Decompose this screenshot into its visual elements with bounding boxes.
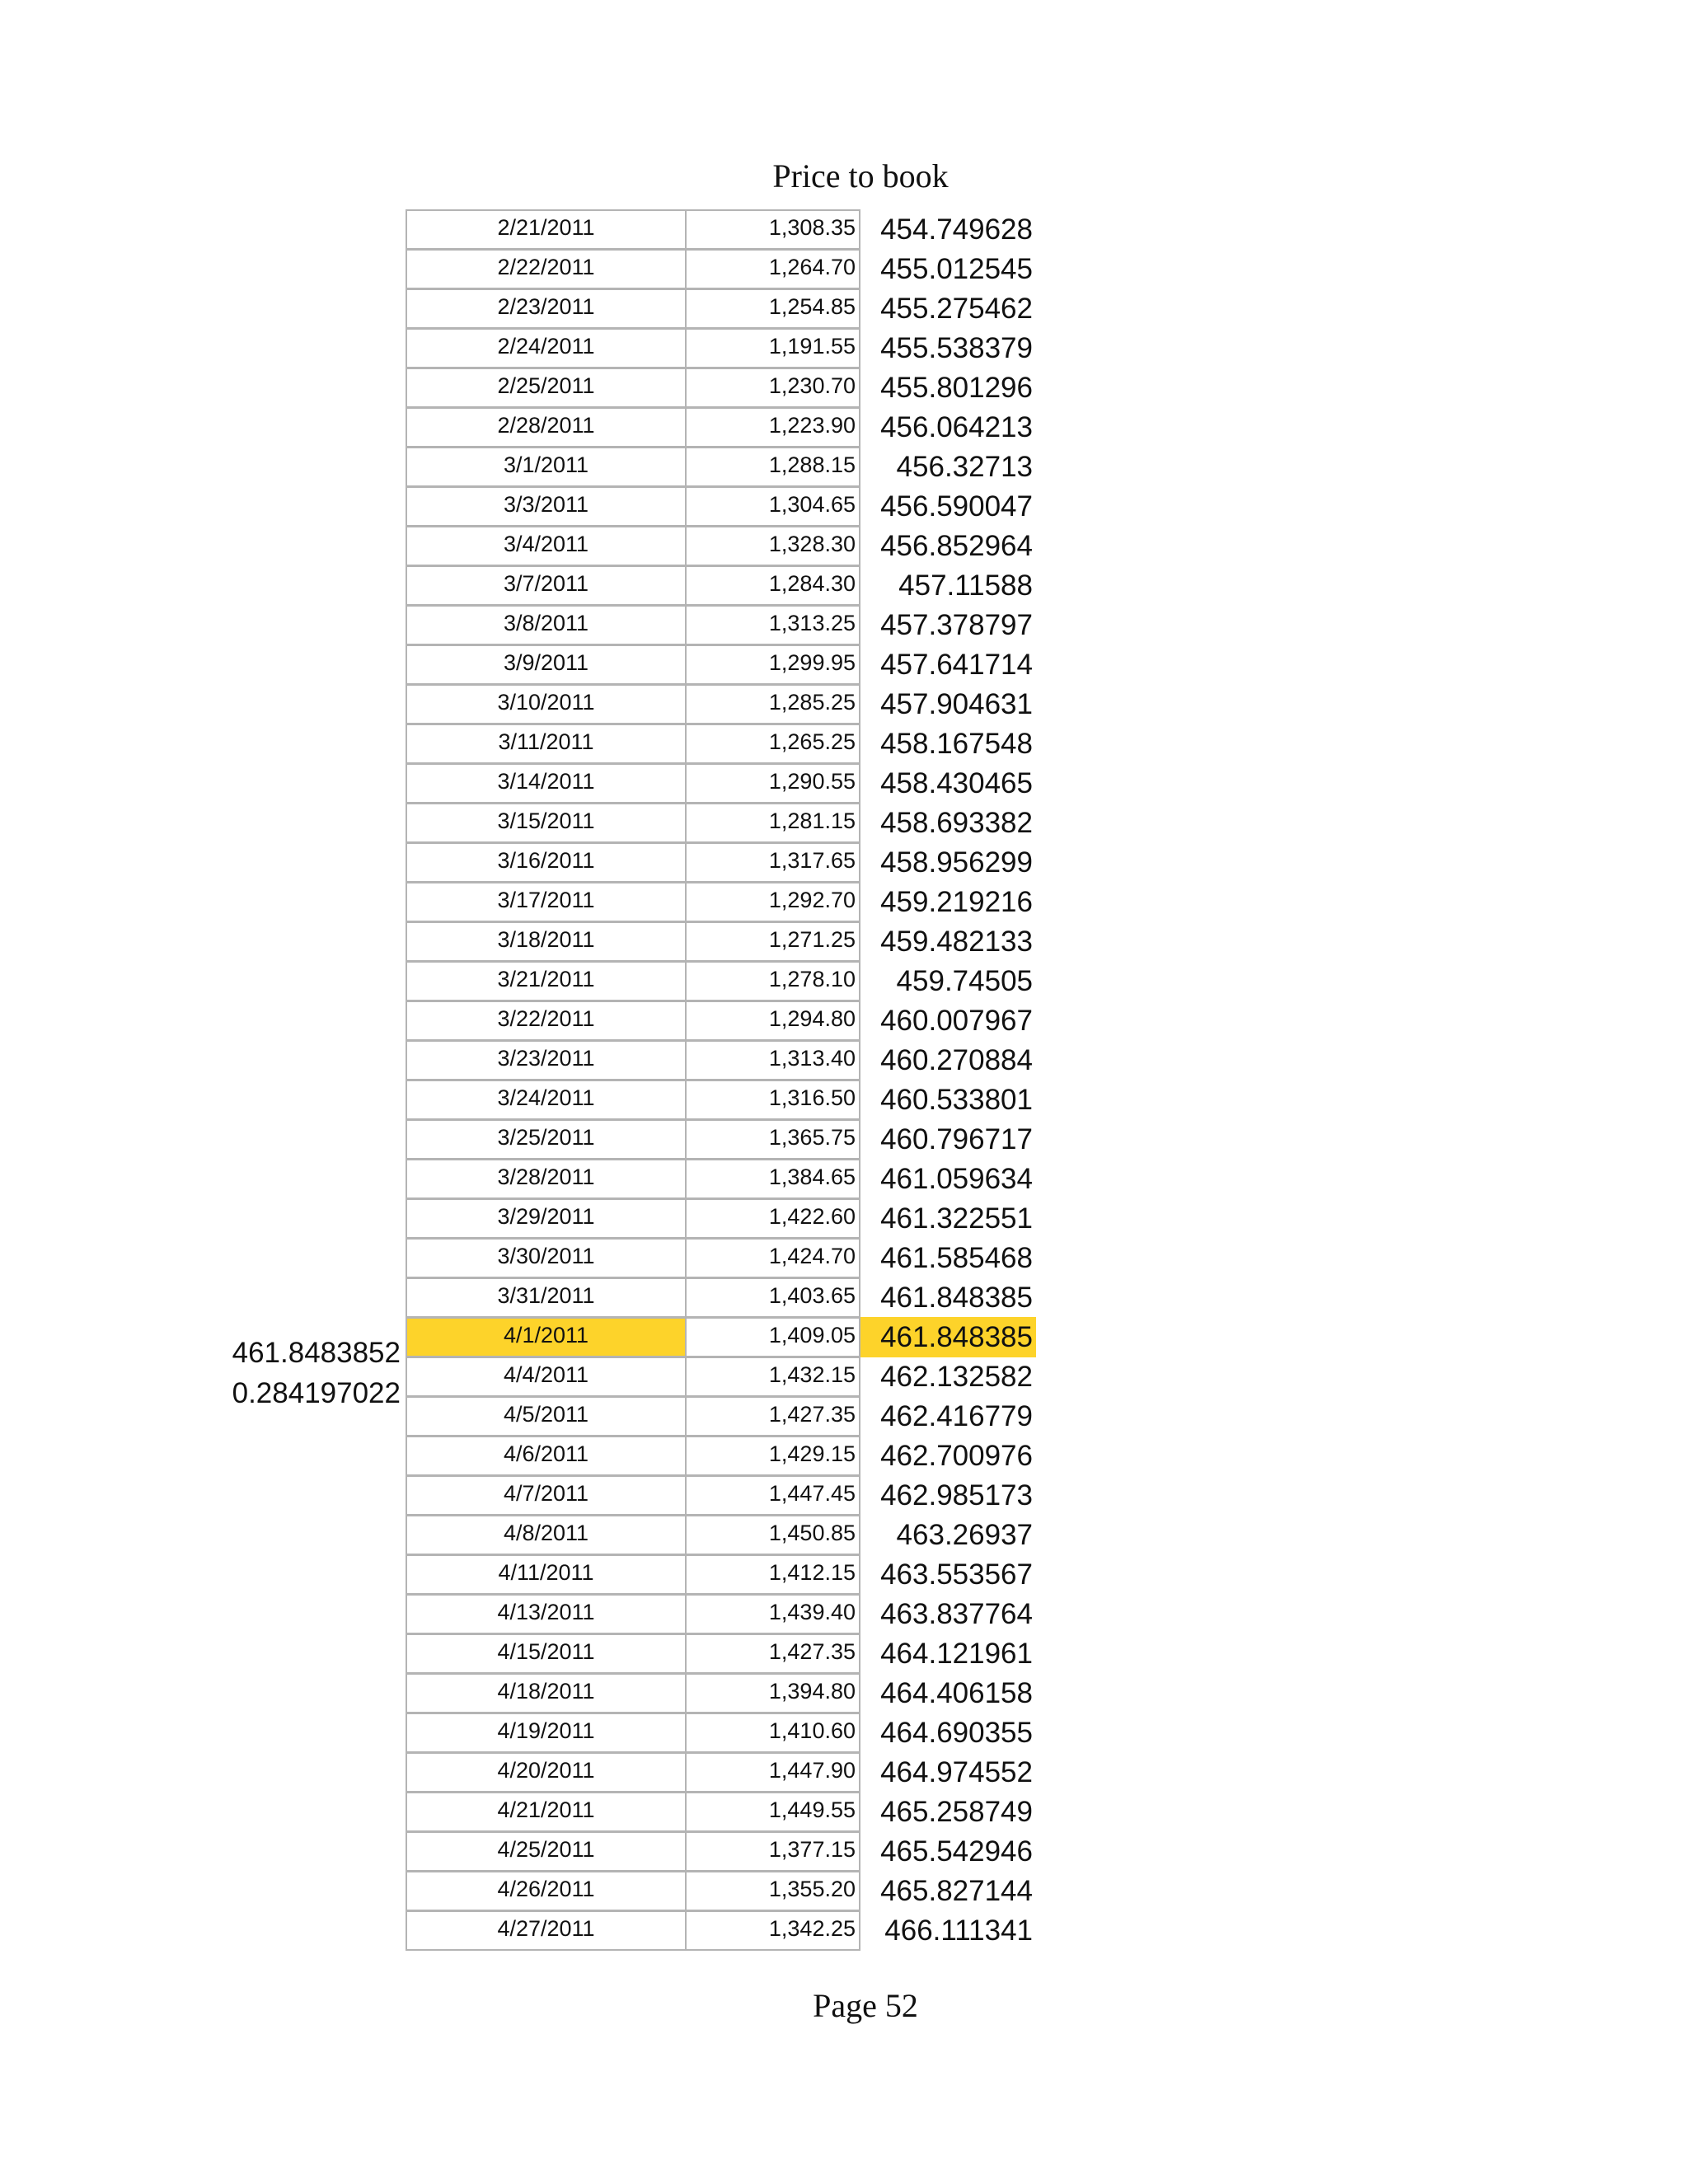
date-cell: 2/25/2011 <box>406 368 687 408</box>
table-row <box>406 368 1039 408</box>
date-cell: 4/6/2011 <box>406 1436 687 1476</box>
date-cell: 4/18/2011 <box>406 1673 687 1713</box>
value-cell: 463.553567 <box>880 1558 1033 1591</box>
price-cell: 1,409.05 <box>685 1317 860 1357</box>
value-cell: 458.693382 <box>880 807 1033 839</box>
price-cell: 1,290.55 <box>685 763 860 804</box>
price-cell: 1,304.65 <box>685 486 860 527</box>
date-cell: 3/23/2011 <box>406 1040 687 1080</box>
date-cell: 3/14/2011 <box>406 763 687 804</box>
value-cell: 465.827144 <box>880 1875 1033 1907</box>
table-row <box>406 684 1039 724</box>
value-cell: 455.012545 <box>880 253 1033 285</box>
page-number: Page 52 <box>813 1987 918 2024</box>
table-row <box>406 803 1039 843</box>
date-cell: 3/4/2011 <box>406 526 687 566</box>
value-cell: 455.801296 <box>880 372 1033 404</box>
date-cell: 4/25/2011 <box>406 1831 687 1872</box>
value-cell: 460.007967 <box>880 1005 1033 1037</box>
date-cell: 3/17/2011 <box>406 882 687 922</box>
value-cell: 458.430465 <box>880 767 1033 799</box>
price-cell: 1,377.15 <box>685 1831 860 1872</box>
date-cell: 4/15/2011 <box>406 1633 687 1674</box>
value-cell: 461.848385 <box>860 1317 1036 1357</box>
table-row <box>406 1436 1039 1476</box>
date-cell: 3/3/2011 <box>406 486 687 527</box>
table-row <box>406 288 1039 329</box>
table-row <box>406 1080 1039 1120</box>
table-row <box>406 724 1039 764</box>
date-cell: 3/11/2011 <box>406 724 687 764</box>
side-note-total: 461.8483852 <box>232 1337 401 1369</box>
value-cell: 460.796717 <box>880 1123 1033 1155</box>
date-cell: 3/25/2011 <box>406 1119 687 1160</box>
date-cell: 4/5/2011 <box>406 1396 687 1436</box>
date-cell: 3/29/2011 <box>406 1198 687 1239</box>
price-cell: 1,447.90 <box>685 1752 860 1793</box>
price-cell: 1,313.25 <box>685 605 860 645</box>
value-cell: 462.700976 <box>880 1440 1033 1472</box>
price-cell: 1,223.90 <box>685 407 860 448</box>
table-row <box>406 1713 1039 1753</box>
price-cell: 1,308.35 <box>685 209 860 250</box>
date-cell: 4/11/2011 <box>406 1554 687 1595</box>
date-cell: 4/26/2011 <box>406 1871 687 1911</box>
date-cell: 3/30/2011 <box>406 1238 687 1278</box>
value-cell: 462.985173 <box>880 1479 1033 1511</box>
date-cell: 2/23/2011 <box>406 288 687 329</box>
table-row <box>406 1475 1039 1516</box>
price-cell: 1,271.25 <box>685 921 860 962</box>
table-row <box>406 842 1039 883</box>
value-cell: 460.533801 <box>880 1084 1033 1116</box>
value-cell: 465.258749 <box>880 1796 1033 1828</box>
value-cell: 455.275462 <box>880 293 1033 325</box>
value-cell: 463.26937 <box>896 1519 1033 1551</box>
date-cell: 4/19/2011 <box>406 1713 687 1753</box>
value-cell: 456.064213 <box>880 411 1033 443</box>
value-cell: 465.542946 <box>880 1835 1033 1868</box>
price-cell: 1,281.15 <box>685 803 860 843</box>
price-cell: 1,191.55 <box>685 328 860 368</box>
table-row <box>406 961 1039 1001</box>
table-row <box>406 1317 1039 1357</box>
table-row <box>406 1001 1039 1041</box>
price-cell: 1,424.70 <box>685 1238 860 1278</box>
date-cell: 4/20/2011 <box>406 1752 687 1793</box>
value-cell: 463.837764 <box>880 1598 1033 1630</box>
value-cell: 464.121961 <box>880 1638 1033 1670</box>
price-cell: 1,316.50 <box>685 1080 860 1120</box>
table-row <box>406 644 1039 685</box>
table-row <box>406 1673 1039 1713</box>
date-cell: 2/22/2011 <box>406 249 687 289</box>
price-cell: 1,422.60 <box>685 1198 860 1239</box>
date-cell: 3/1/2011 <box>406 447 687 487</box>
price-cell: 1,328.30 <box>685 526 860 566</box>
price-cell: 1,288.15 <box>685 447 860 487</box>
table-row <box>406 407 1039 448</box>
table-row <box>406 526 1039 566</box>
value-cell: 457.378797 <box>880 609 1033 641</box>
value-cell: 456.852964 <box>880 530 1033 562</box>
value-cell: 458.167548 <box>880 728 1033 760</box>
value-cell: 457.11588 <box>898 569 1033 602</box>
value-cell: 458.956299 <box>880 846 1033 879</box>
table-row <box>406 249 1039 289</box>
price-table <box>406 209 1039 1951</box>
value-cell: 461.848385 <box>880 1282 1033 1314</box>
table-row <box>406 565 1039 606</box>
date-cell: 2/21/2011 <box>406 209 687 250</box>
value-cell: 466.111341 <box>884 1915 1033 1947</box>
value-cell: 457.904631 <box>880 688 1033 720</box>
value-cell: 456.32713 <box>896 451 1033 483</box>
date-cell: 3/7/2011 <box>406 565 687 606</box>
price-cell: 1,412.15 <box>685 1554 860 1595</box>
date-cell: 4/27/2011 <box>406 1910 687 1951</box>
date-cell: 4/1/2011 <box>406 1317 687 1357</box>
price-cell: 1,254.85 <box>685 288 860 329</box>
table-row <box>406 1396 1039 1436</box>
price-cell: 1,410.60 <box>685 1713 860 1753</box>
table-row <box>406 763 1039 804</box>
table-row <box>406 1040 1039 1080</box>
date-cell: 3/18/2011 <box>406 921 687 962</box>
price-cell: 1,355.20 <box>685 1871 860 1911</box>
price-cell: 1,292.70 <box>685 882 860 922</box>
price-cell: 1,427.35 <box>685 1396 860 1436</box>
date-cell: 3/8/2011 <box>406 605 687 645</box>
price-cell: 1,278.10 <box>685 961 860 1001</box>
date-cell: 4/8/2011 <box>406 1515 687 1555</box>
price-cell: 1,317.65 <box>685 842 860 883</box>
date-cell: 3/28/2011 <box>406 1159 687 1199</box>
value-cell: 455.538379 <box>880 332 1033 364</box>
price-cell: 1,384.65 <box>685 1159 860 1199</box>
date-cell: 3/10/2011 <box>406 684 687 724</box>
price-cell: 1,299.95 <box>685 644 860 685</box>
value-cell: 464.974552 <box>880 1756 1033 1788</box>
date-cell: 4/21/2011 <box>406 1792 687 1832</box>
price-cell: 1,313.40 <box>685 1040 860 1080</box>
page-title: Price to book <box>772 157 949 194</box>
date-cell: 2/28/2011 <box>406 407 687 448</box>
table-row <box>406 1831 1039 1872</box>
side-note-ratio: 0.284197022 <box>232 1377 401 1409</box>
price-cell: 1,429.15 <box>685 1436 860 1476</box>
table-row <box>406 486 1039 527</box>
table-row <box>406 921 1039 962</box>
value-cell: 456.590047 <box>880 490 1033 523</box>
price-cell: 1,265.25 <box>685 724 860 764</box>
value-cell: 461.585468 <box>880 1242 1033 1274</box>
price-cell: 1,230.70 <box>685 368 860 408</box>
value-cell: 464.406158 <box>880 1677 1033 1709</box>
date-cell: 3/24/2011 <box>406 1080 687 1120</box>
table-row <box>406 1515 1039 1555</box>
date-cell: 3/9/2011 <box>406 644 687 685</box>
price-cell: 1,403.65 <box>685 1277 860 1318</box>
value-cell: 459.219216 <box>880 886 1033 918</box>
price-cell: 1,284.30 <box>685 565 860 606</box>
price-cell: 1,285.25 <box>685 684 860 724</box>
price-cell: 1,432.15 <box>685 1357 860 1397</box>
date-cell: 4/4/2011 <box>406 1357 687 1397</box>
table-row <box>406 1792 1039 1832</box>
table-row <box>406 1871 1039 1911</box>
value-cell: 462.416779 <box>880 1400 1033 1432</box>
table-row <box>406 1159 1039 1199</box>
value-cell: 460.270884 <box>880 1044 1033 1076</box>
side-notes <box>198 1333 401 1413</box>
table-row <box>406 328 1039 368</box>
table-row <box>406 1198 1039 1239</box>
price-cell: 1,264.70 <box>685 249 860 289</box>
price-cell: 1,449.55 <box>685 1792 860 1832</box>
value-cell: 459.74505 <box>896 965 1033 997</box>
price-cell: 1,365.75 <box>685 1119 860 1160</box>
date-cell: 2/24/2011 <box>406 328 687 368</box>
date-cell: 3/22/2011 <box>406 1001 687 1041</box>
date-cell: 3/15/2011 <box>406 803 687 843</box>
date-cell: 3/16/2011 <box>406 842 687 883</box>
table-row <box>406 447 1039 487</box>
table-row <box>406 1910 1039 1951</box>
value-cell: 464.690355 <box>880 1717 1033 1749</box>
date-cell: 4/7/2011 <box>406 1475 687 1516</box>
table-row <box>406 1554 1039 1595</box>
table-row <box>406 1752 1039 1793</box>
price-cell: 1,294.80 <box>685 1001 860 1041</box>
date-cell: 3/21/2011 <box>406 961 687 1001</box>
table-row <box>406 1594 1039 1634</box>
table-row <box>406 1238 1039 1278</box>
value-cell: 462.132582 <box>880 1361 1033 1393</box>
price-cell: 1,439.40 <box>685 1594 860 1634</box>
table-row <box>406 1119 1039 1160</box>
table-row <box>406 1357 1039 1397</box>
table-row <box>406 605 1039 645</box>
table-row <box>406 1277 1039 1318</box>
table-row <box>406 882 1039 922</box>
price-cell: 1,394.80 <box>685 1673 860 1713</box>
price-cell: 1,342.25 <box>685 1910 860 1951</box>
value-cell: 459.482133 <box>880 926 1033 958</box>
date-cell: 3/31/2011 <box>406 1277 687 1318</box>
table-row <box>406 209 1039 250</box>
price-cell: 1,450.85 <box>685 1515 860 1555</box>
value-cell: 454.749628 <box>880 213 1033 246</box>
value-cell: 461.059634 <box>880 1163 1033 1195</box>
value-cell: 457.641714 <box>880 649 1033 681</box>
price-cell: 1,447.45 <box>685 1475 860 1516</box>
value-cell: 461.322551 <box>880 1202 1033 1235</box>
table-row <box>406 1633 1039 1674</box>
price-cell: 1,427.35 <box>685 1633 860 1674</box>
date-cell: 4/13/2011 <box>406 1594 687 1634</box>
